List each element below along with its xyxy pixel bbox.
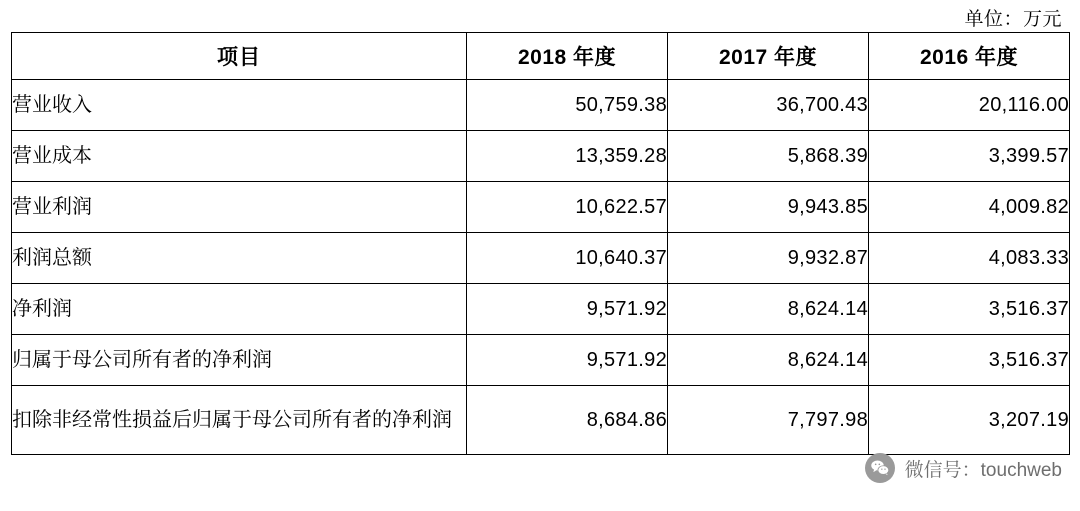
table-row <box>12 284 1070 335</box>
row-value-2018: 9,571.92 <box>467 284 668 335</box>
table-row <box>12 182 1070 233</box>
watermark <box>865 453 1062 483</box>
row-value-2018: 8,684.86 <box>467 386 668 455</box>
row-value-2017: 36,700.43 <box>668 80 869 131</box>
row-value-2017: 9,943.85 <box>668 182 869 233</box>
column-header-year-2016: 2016 年度 <box>869 33 1070 80</box>
table-row <box>12 335 1070 386</box>
row-value-2016: 20,116.00 <box>869 80 1070 131</box>
row-value-2016: 3,399.57 <box>869 131 1070 182</box>
row-label: 净利润 <box>12 284 467 335</box>
column-header-year-2018: 2018 年度 <box>467 33 668 80</box>
row-value-2016: 4,083.33 <box>869 233 1070 284</box>
row-value-2016: 4,009.82 <box>869 182 1070 233</box>
row-label: 营业利润 <box>12 182 467 233</box>
row-value-2016: 3,207.19 <box>869 386 1070 455</box>
row-value-2017: 7,797.98 <box>668 386 869 455</box>
row-value-2018: 9,571.92 <box>467 335 668 386</box>
row-value-2018: 13,359.28 <box>467 131 668 182</box>
row-value-2018: 10,622.57 <box>467 182 668 233</box>
row-label: 扣除非经常性损益后归属于母公司所有者的净利润 <box>12 386 467 455</box>
unit-note: 单位：万元 <box>964 9 1062 30</box>
row-value-2018: 50,759.38 <box>467 80 668 131</box>
row-value-2017: 8,624.14 <box>668 284 869 335</box>
row-label: 营业收入 <box>12 80 467 131</box>
table-row <box>12 386 1070 455</box>
row-label: 营业成本 <box>12 131 467 182</box>
row-value-2017: 8,624.14 <box>668 335 869 386</box>
table-header-row <box>12 33 1070 80</box>
row-value-2017: 5,868.39 <box>668 131 869 182</box>
row-value-2018: 10,640.37 <box>467 233 668 284</box>
row-label: 利润总额 <box>12 233 467 284</box>
column-header-item: 项目 <box>12 33 467 80</box>
row-label: 归属于母公司所有者的净利润 <box>12 335 467 386</box>
financial-summary-table <box>11 32 1070 455</box>
table-row <box>12 131 1070 182</box>
row-value-2017: 9,932.87 <box>668 233 869 284</box>
table-row <box>12 233 1070 284</box>
row-value-2016: 3,516.37 <box>869 284 1070 335</box>
column-header-year-2017: 2017 年度 <box>668 33 869 80</box>
watermark-text: 微信号：touchweb <box>904 459 1062 481</box>
table-row <box>12 80 1070 131</box>
wechat-icon <box>865 453 895 483</box>
row-value-2016: 3,516.37 <box>869 335 1070 386</box>
